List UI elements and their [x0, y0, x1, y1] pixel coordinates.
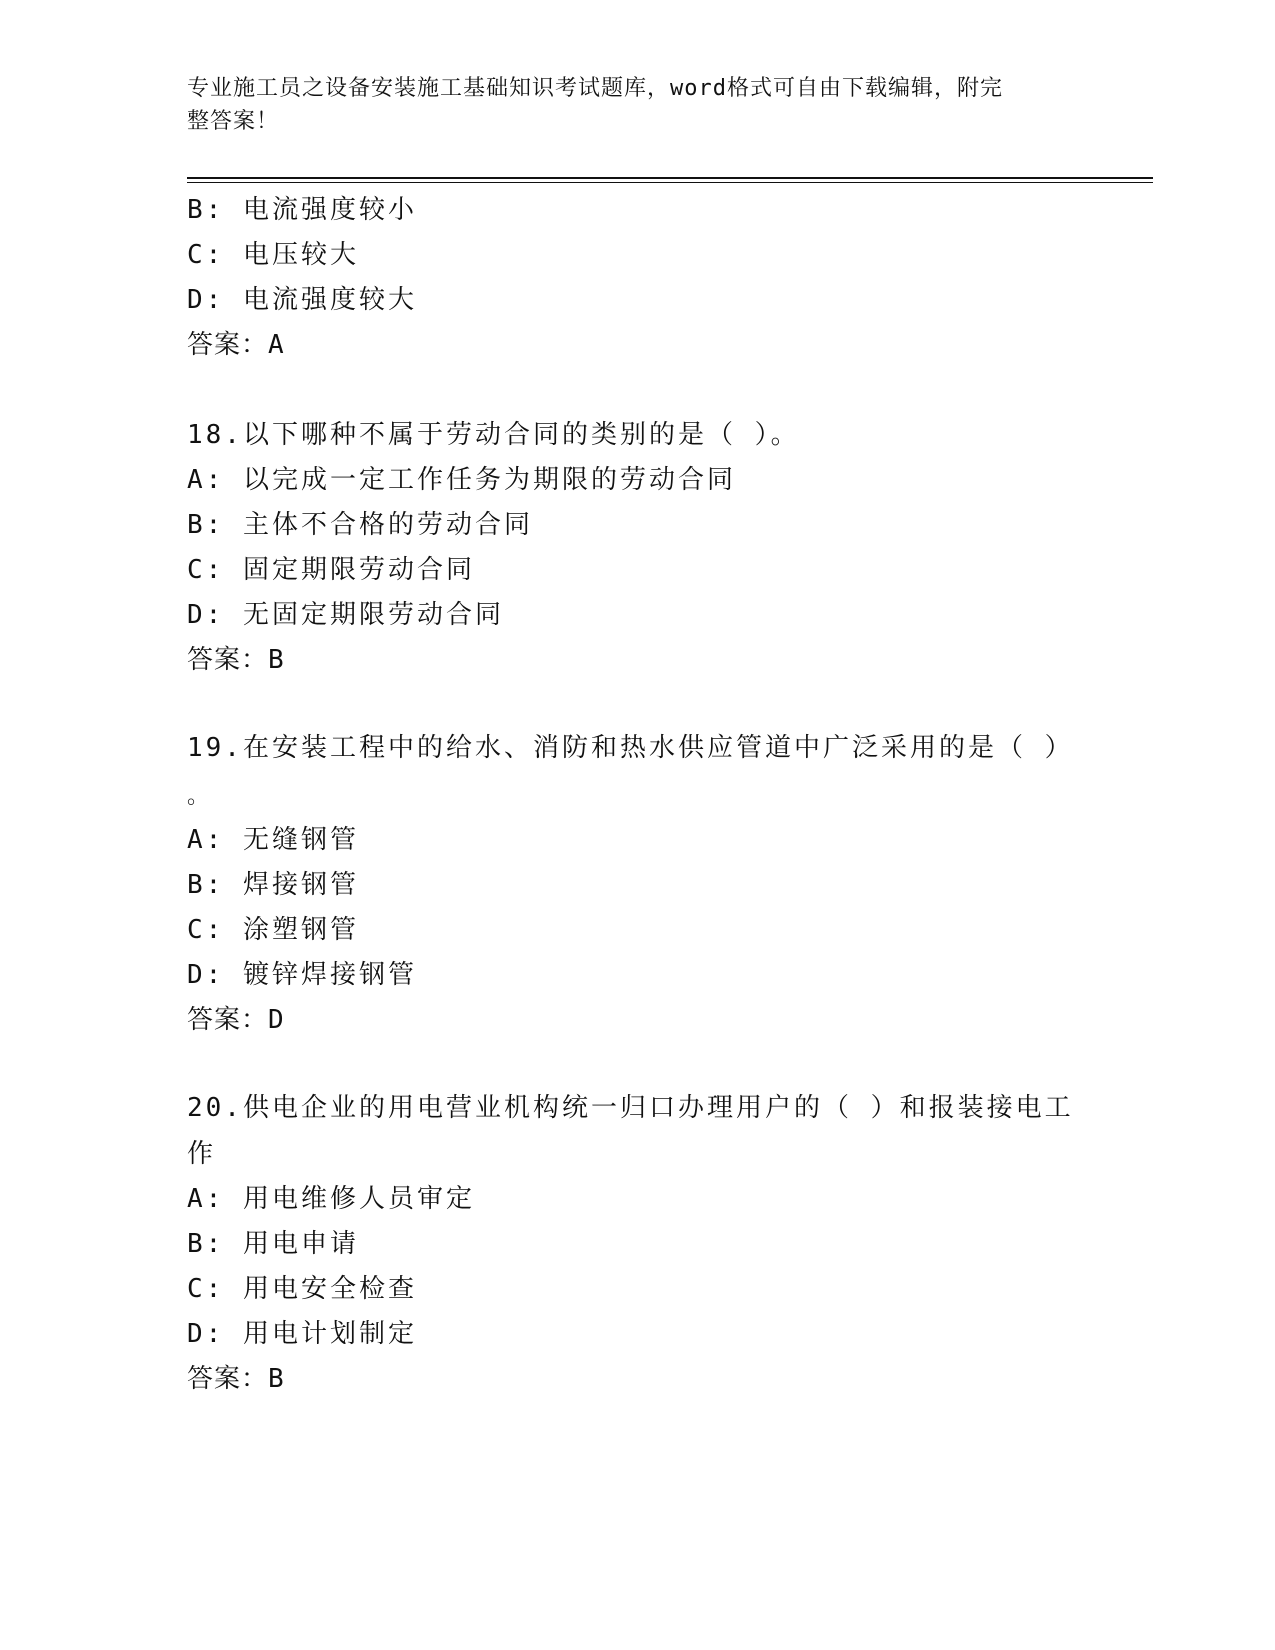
- q17-answer: 答案：A: [187, 330, 285, 360]
- q18-answer: 答案：B: [187, 645, 285, 675]
- q20-option-b: B: 用电申请: [187, 1229, 359, 1259]
- q18-option-c: C: 固定期限劳动合同: [187, 555, 475, 585]
- header-rule-thin: [187, 182, 1153, 183]
- q18-stem: 18.以下哪种不属于劳动合同的类别的是（ ）。: [187, 420, 800, 450]
- q20-option-a: A: 用电维修人员审定: [187, 1184, 475, 1214]
- header-line-2: 整答案！: [187, 109, 280, 134]
- q17-option-c: C: 电压较大: [187, 240, 359, 270]
- q20-option-c: C: 用电安全检查: [187, 1274, 417, 1304]
- q20-stem-continued: 作: [187, 1139, 217, 1169]
- q18-option-b: B: 主体不合格的劳动合同: [187, 510, 533, 540]
- q19-option-c: C: 涂塑钢管: [187, 915, 359, 945]
- q19-option-b: B: 焊接钢管: [187, 870, 359, 900]
- q18-option-d: D: 无固定期限劳动合同: [187, 600, 504, 630]
- q17-option-d: D: 电流强度较大: [187, 285, 417, 315]
- q20-option-d: D: 用电计划制定: [187, 1319, 417, 1349]
- q19-answer: 答案：D: [187, 1005, 285, 1035]
- q18-option-a: A: 以完成一定工作任务为期限的劳动合同: [187, 465, 736, 495]
- q17-option-b: B: 电流强度较小: [187, 195, 417, 225]
- q19-option-a: A: 无缝钢管: [187, 825, 359, 855]
- document-header: [187, 72, 1067, 138]
- q19-option-d: D: 镀锌焊接钢管: [187, 960, 417, 990]
- q20-answer: 答案：B: [187, 1364, 285, 1394]
- q19-stem: 19.在安装工程中的给水、消防和热水供应管道中广泛采用的是（ ）: [187, 733, 1074, 763]
- header-line-1: 专业施工员之设备安装施工基础知识考试题库，word格式可自由下载编辑，附完: [187, 76, 1003, 101]
- q20-stem: 20.供电企业的用电营业机构统一归口办理用户的（ ）和报装接电工: [187, 1093, 1074, 1123]
- q19-stem-continued: 。: [187, 784, 213, 809]
- header-rule-thick: [187, 177, 1153, 179]
